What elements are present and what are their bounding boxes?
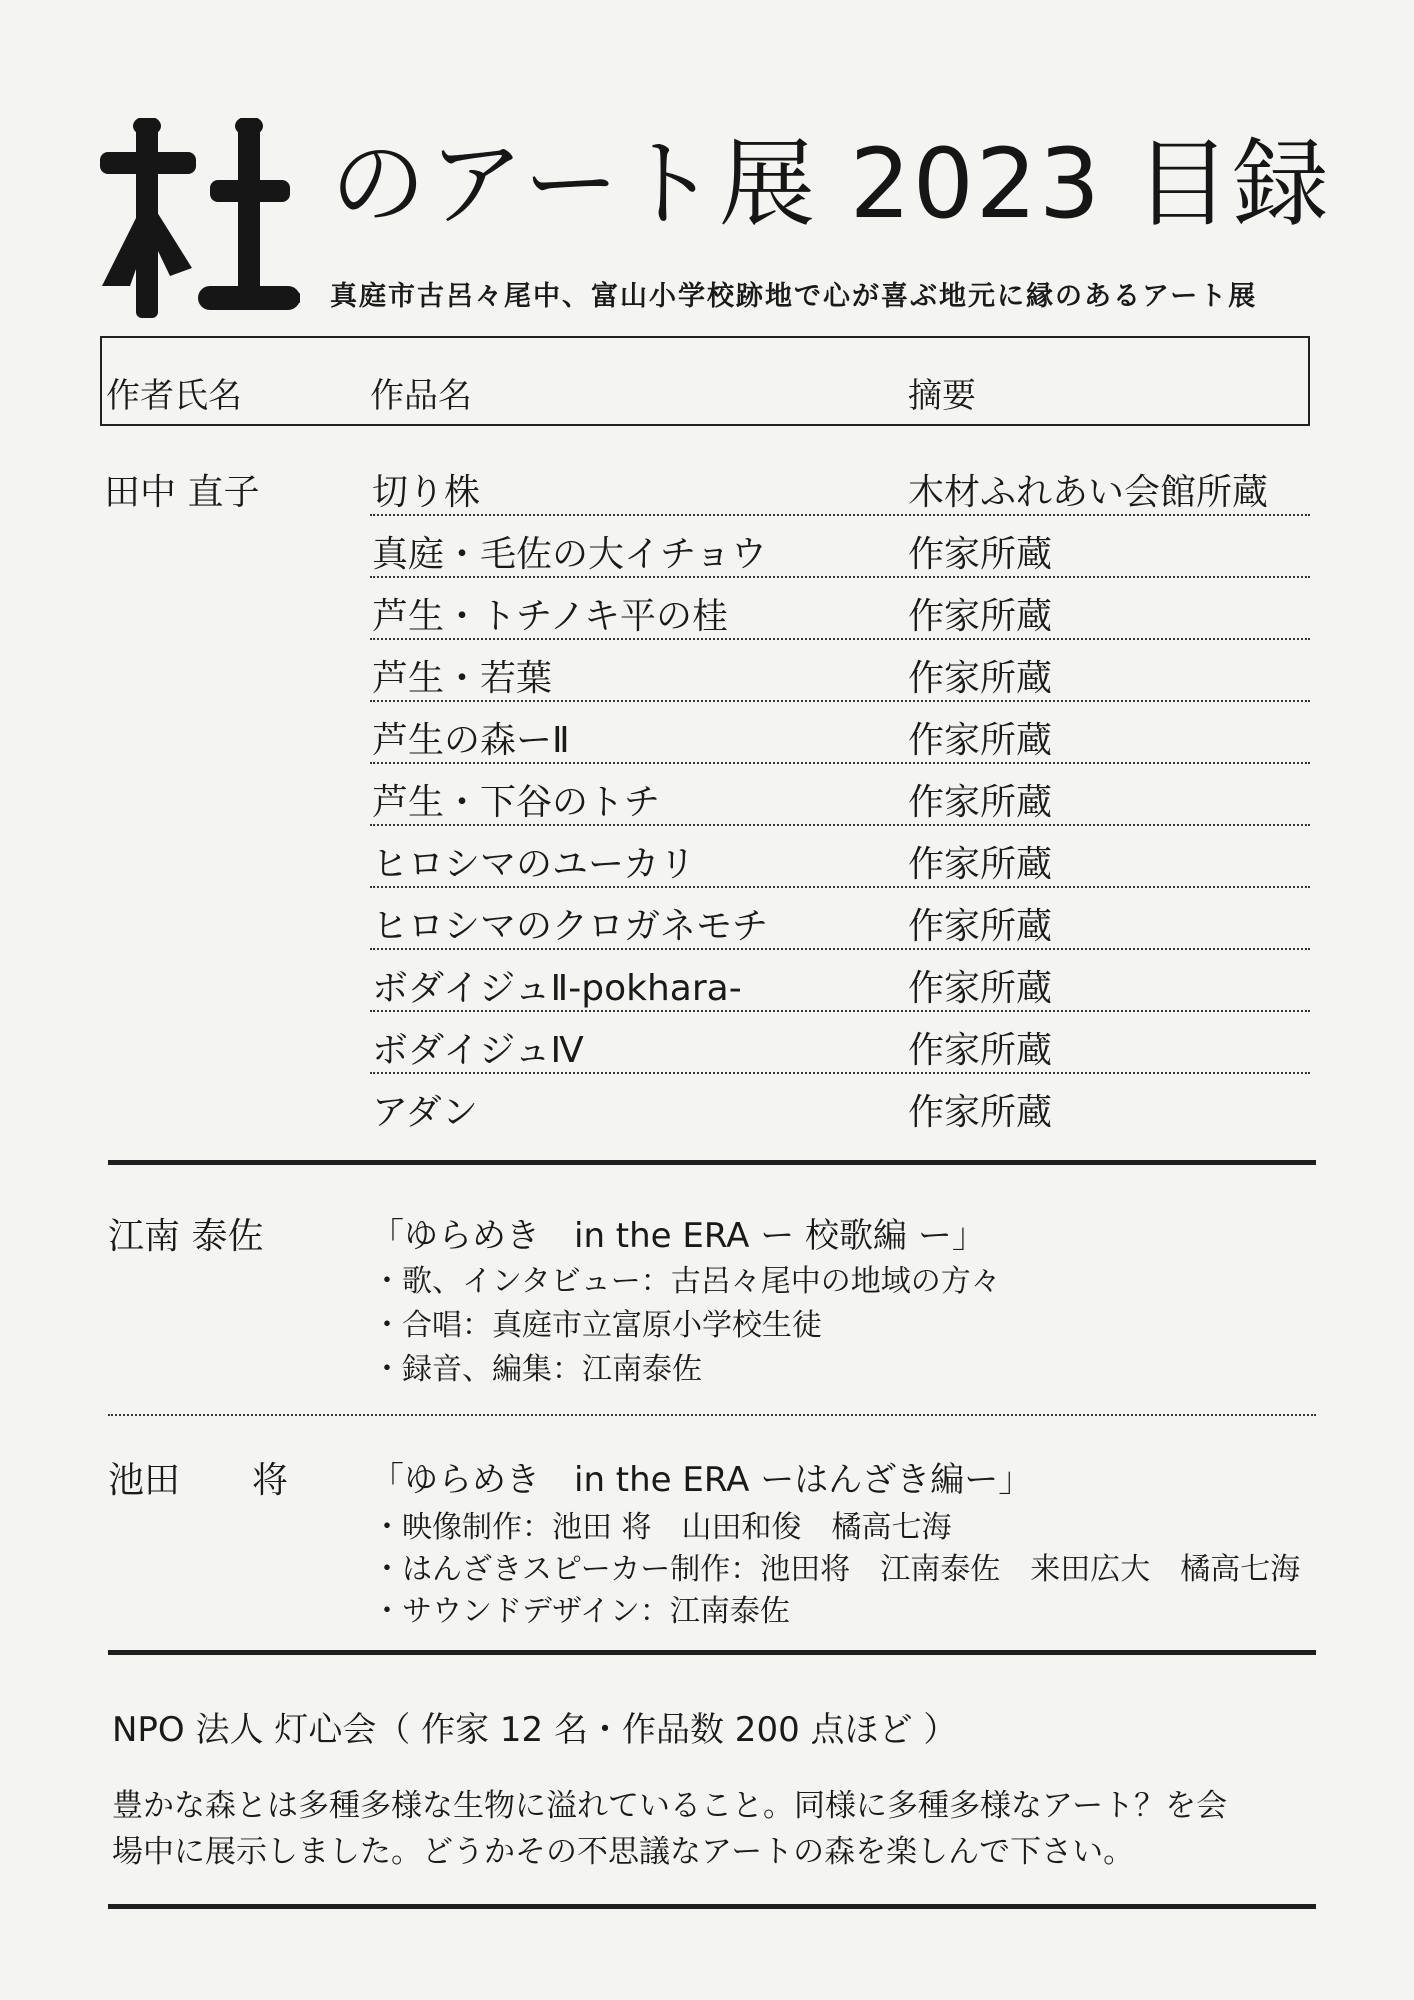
- work-title: ヒロシマのクロガネモチ: [372, 906, 769, 947]
- work-title: 「ゆらめき in the ERA ーはんざき編ー」: [370, 1460, 1033, 1500]
- work-note: 作家所蔵: [908, 844, 1053, 885]
- credit-line: ・合唱：真庭市立富原小学校生徒: [372, 1308, 822, 1343]
- column-note: 摘要: [908, 376, 976, 416]
- section-divider: [108, 1160, 1316, 1165]
- work-note: 作家所蔵: [908, 596, 1053, 637]
- description-line: 場中に展示しました。どうかその不思議なアートの森を楽しんで下さい。: [112, 1834, 1135, 1870]
- column-artist: 作者氏名: [106, 376, 242, 416]
- work-row: [370, 826, 1310, 888]
- column-title: 作品名: [370, 376, 472, 416]
- work-note: 作家所蔵: [908, 906, 1053, 947]
- credit-line: ・歌、インタビュー：古呂々尾中の地域の方々: [372, 1264, 1001, 1299]
- section-divider: [108, 1904, 1316, 1909]
- work-title: アダン: [372, 1092, 478, 1133]
- credit-line: ・はんざきスピーカー制作：池田将 江南泰佐 来田広大 橘高七海: [372, 1552, 1301, 1587]
- work-row: [370, 1074, 1310, 1134]
- work-title: ボダイジュⅣ: [372, 1030, 584, 1071]
- logo-mori-icon: [100, 118, 300, 318]
- work-row: [370, 888, 1310, 950]
- work-row: [370, 1012, 1310, 1074]
- work-note: 作家所蔵: [908, 720, 1053, 761]
- work-title: 真庭・毛佐の大イチョウ: [372, 534, 767, 575]
- work-row: [370, 578, 1310, 640]
- artist-name: 田中 直子: [104, 472, 260, 513]
- page-subtitle: 真庭市古呂々尾中、富山小学校跡地で心が喜ぶ地元に縁のあるアート展: [330, 281, 1258, 312]
- work-row: [370, 454, 1310, 516]
- work-note: 作家所蔵: [908, 534, 1053, 575]
- section-divider: [108, 1650, 1316, 1655]
- work-note: 作家所蔵: [908, 782, 1053, 823]
- description-line: 豊かな森とは多種多様な生物に溢れていること。同様に多種多様なアート？を会: [112, 1788, 1228, 1824]
- work-note: 作家所蔵: [908, 1092, 1053, 1133]
- column-header: [100, 336, 1310, 426]
- work-note: 作家所蔵: [908, 1030, 1053, 1071]
- credit-line: ・録音、編集：江南泰佐: [372, 1352, 702, 1387]
- work-row: [370, 640, 1310, 702]
- work-note: 作家所蔵: [908, 658, 1053, 699]
- npo-heading: NPO 法人 灯心会（ 作家 12 名・作品数 200 点ほど ）: [112, 1710, 958, 1750]
- work-title: ボダイジュⅡ-pokhara-: [372, 968, 742, 1009]
- credit-line: ・映像制作：池田 将 山田和俊 橘高七海: [372, 1510, 952, 1545]
- work-note: 作家所蔵: [908, 968, 1053, 1009]
- work-row: [370, 516, 1310, 578]
- artist-name: 江南 泰佐: [108, 1216, 264, 1257]
- work-title: 芦生・下谷のトチ: [372, 782, 661, 823]
- credit-line: ・サウンドデザイン：江南泰佐: [372, 1594, 790, 1629]
- work-title: ヒロシマのユーカリ: [372, 844, 696, 885]
- work-row: [370, 950, 1310, 1012]
- work-title: 芦生・トチノキ平の桂: [372, 596, 729, 637]
- work-title: 芦生の森ーⅡ: [372, 720, 570, 761]
- work-title: 切り株: [372, 472, 481, 513]
- section-divider: [108, 1414, 1316, 1416]
- work-note: 木材ふれあい会館所蔵: [908, 472, 1269, 513]
- work-row: [370, 702, 1310, 764]
- work-title: 「ゆらめき in the ERA ー 校歌編 ー」: [370, 1216, 986, 1256]
- work-title: 芦生・若葉: [372, 658, 553, 699]
- work-row: [370, 764, 1310, 826]
- page-title: のアート展 2023 目録: [330, 128, 1331, 240]
- artist-name: 池田 将: [108, 1460, 289, 1501]
